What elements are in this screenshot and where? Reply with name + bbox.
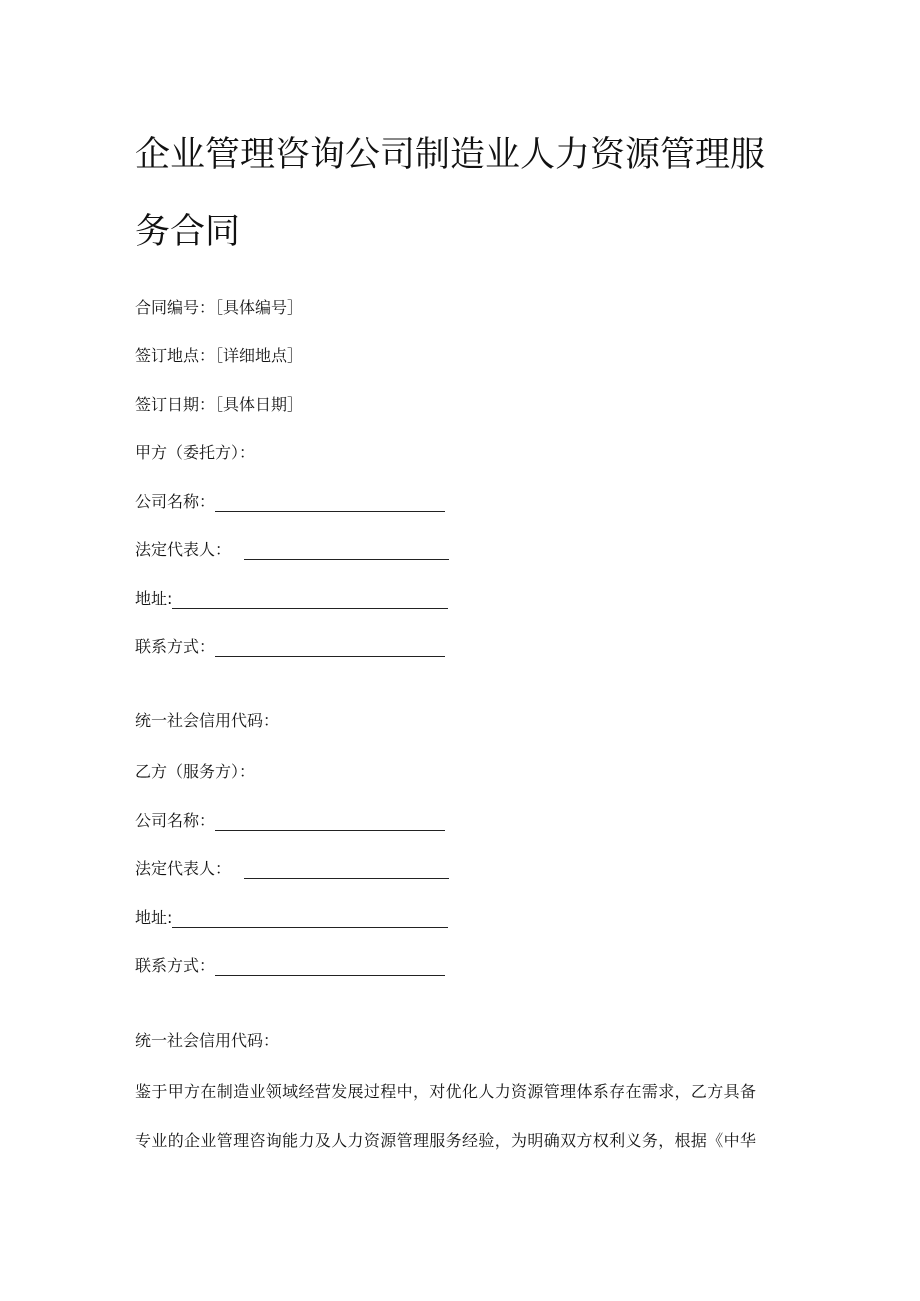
party-b-company-label: 公司名称： [135,811,216,830]
party-b-address-blank[interactable] [172,908,448,928]
signing-date: 签订日期：［具体日期］ [135,395,304,414]
party-a-legal-rep-blank[interactable] [244,540,449,560]
party-b-address-row [135,908,448,928]
document-title-line-2: 务合同 [135,212,241,252]
party-b-company-row [135,811,445,831]
document-title-line-1: 企业管理咨询公司制造业人力资源管理服 [135,135,766,175]
party-a-contact-blank[interactable] [215,637,445,657]
party-a-contact-row [135,637,445,657]
party-b-company-blank[interactable] [215,811,445,831]
party-b-contact-blank[interactable] [215,956,445,976]
contract-number: 合同编号：［具体编号］ [135,298,304,317]
party-a-address-label: 地址: [135,589,173,608]
party-b-legal-rep-label: 法定代表人： [135,859,232,878]
party-a-legal-rep-row [135,540,449,560]
party-a-credit-code: 统一社会信用代码： [135,711,280,730]
party-b-credit-code: 统一社会信用代码： [135,1031,280,1050]
party-b-legal-rep-row [135,859,449,879]
party-a-address-row [135,589,448,609]
preamble-line-1: 鉴于甲方在制造业领域经营发展过程中，对优化人力资源管理体系存在需求，乙方具备 [135,1082,757,1101]
party-a-contact-label: 联系方式： [135,637,216,656]
party-a-legal-rep-label: 法定代表人： [135,540,232,559]
party-b-heading: 乙方（服务方）： [135,762,256,781]
party-a-company-label: 公司名称： [135,492,216,511]
party-b-legal-rep-blank[interactable] [244,859,449,879]
party-b-contact-row [135,956,445,976]
party-b-address-label: 地址: [135,908,173,927]
party-b-contact-label: 联系方式： [135,956,216,975]
preamble-line-2: 专业的企业管理咨询能力及人力资源管理服务经验，为明确双方权利义务，根据《中华 [135,1131,757,1150]
party-a-company-blank[interactable] [215,492,445,512]
signing-place: 签订地点：［详细地点］ [135,346,304,365]
party-a-company-row [135,492,445,512]
party-a-address-blank[interactable] [172,589,448,609]
party-a-heading: 甲方（委托方）： [135,443,256,462]
